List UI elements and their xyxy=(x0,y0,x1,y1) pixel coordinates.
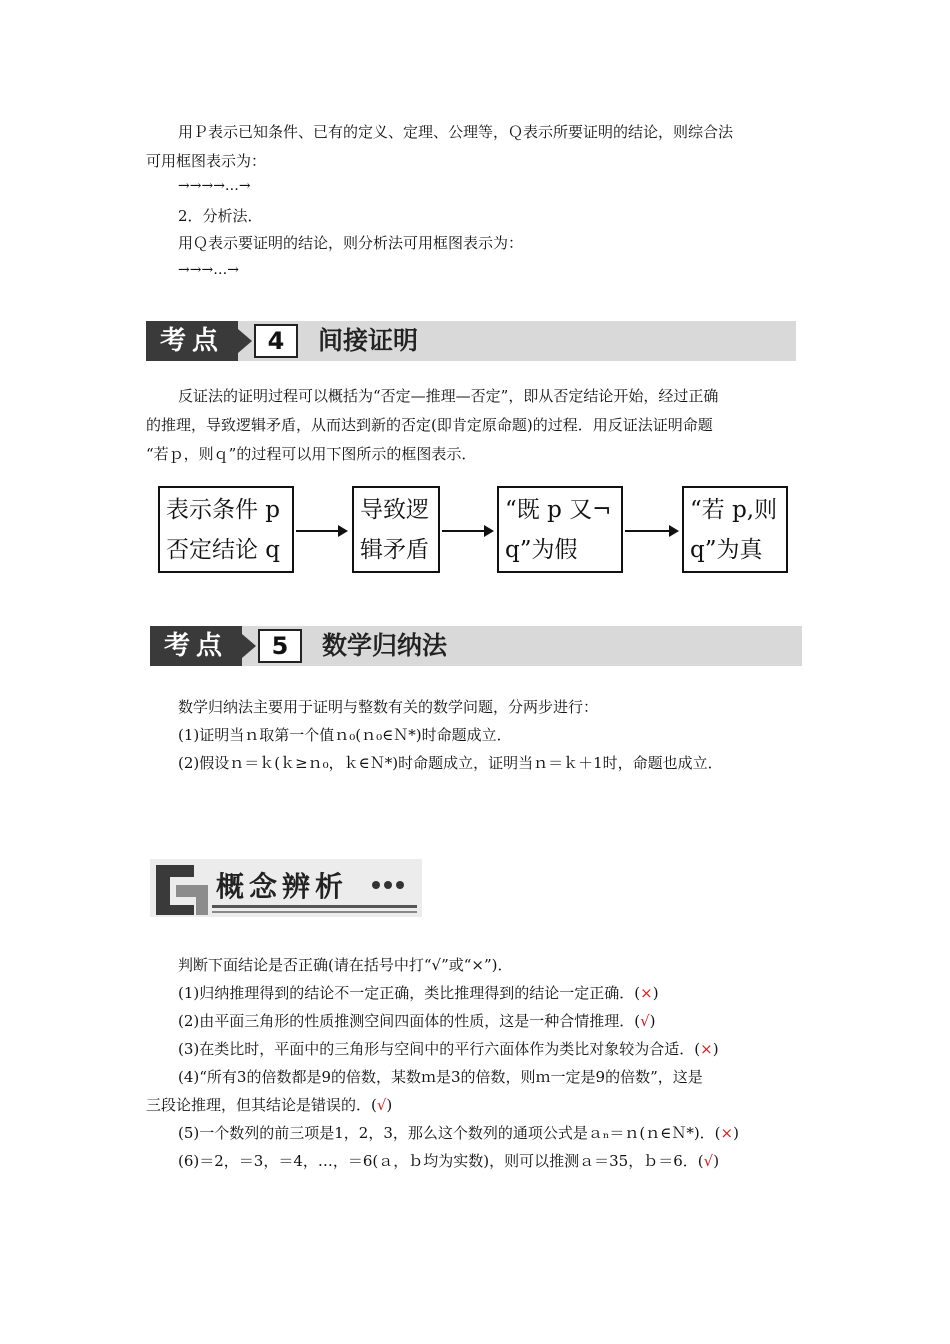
section5-banner xyxy=(150,626,802,666)
flow-box-line: q”为真 xyxy=(690,537,763,563)
concept-item xyxy=(178,983,659,1003)
concept-item-mark: × xyxy=(720,1124,734,1142)
section4-tag: 考点 xyxy=(146,321,238,361)
flow-box-line: 辑矛盾 xyxy=(360,537,429,563)
concept-item xyxy=(178,1067,703,1087)
analysis-desc: 用Ｑ表示要证明的结论，则分析法可用框图表示为： xyxy=(178,234,524,252)
flow-box-line: 表示条件 p xyxy=(166,497,281,523)
concept-banner xyxy=(150,855,422,921)
concept-item-text: (2)由平面三角形的性质推测空间四面体的性质，这是一种合情推理．( xyxy=(178,1012,641,1030)
concept-item-text: 三段论推理，但其结论是错误的．( xyxy=(146,1096,377,1114)
flow-arrow-icon xyxy=(296,530,346,532)
concept-item-close: ) xyxy=(713,1152,720,1170)
flow-arrow-icon xyxy=(625,530,677,532)
section5-step2: (2)假设ｎ＝ｋ(ｋ≥ｎ₀，ｋ∈Ｎ*)时命题成立，证明当ｎ＝ｋ＋1时，命题也成立． xyxy=(178,754,723,772)
section5-intro: 数学归纳法主要用于证明与整数有关的数学问题，分两步进行： xyxy=(178,698,599,716)
concept-item-close: ) xyxy=(652,984,659,1002)
analysis-chain: →→→…→ xyxy=(178,262,239,278)
concept-item-close: ) xyxy=(386,1096,393,1114)
flow-box-line: “既 p 又¬ xyxy=(505,497,612,523)
section4-para-line3: “若ｐ，则ｑ”的过程可以用下图所示的框图表示． xyxy=(146,445,477,463)
concept-item-text: (3)在类比时，平面中的三角形与空间中的平行六面体作为类比对象较为合适．( xyxy=(178,1040,701,1058)
concept-item-close: ) xyxy=(649,1012,656,1030)
concept-item-mark: √ xyxy=(640,1012,650,1030)
banner-arrow-icon xyxy=(242,634,256,658)
section5-tag: 考点 xyxy=(150,626,242,666)
synthesis-desc-line1: 用Ｐ表示已知条件、已有的定义、定理、公理等，Ｑ表示所要证明的结论，则综合法 xyxy=(178,123,734,141)
flow-arrow-icon xyxy=(442,530,492,532)
section5-step1: (1)证明当ｎ取第一个值ｎ₀(ｎ₀∈Ｎ*)时命题成立． xyxy=(178,726,512,744)
banner-arrow-icon xyxy=(238,329,252,353)
section4-para-line2: 的推理，导致逻辑矛盾，从而达到新的否定(即肯定原命题)的过程．用反证法证明命题 xyxy=(146,416,713,434)
flow-box-false xyxy=(497,486,623,573)
concept-intro: 判断下面结论是否正确(请在括号中打“√”或“×”)． xyxy=(178,956,513,974)
concept-item xyxy=(178,1123,739,1143)
flow-box-line: 否定结论 q xyxy=(166,537,281,563)
flow-box-assume xyxy=(158,486,294,573)
flow-box-line: 导致逻 xyxy=(360,497,429,523)
concept-item-text: (6)＝2，＝3，＝4，…，＝6(ａ，ｂ均为实数)，则可以推测ａ＝35，ｂ＝6．( xyxy=(178,1152,704,1170)
concept-item-close: ) xyxy=(712,1040,719,1058)
concept-item-cont xyxy=(146,1095,392,1115)
concept-item-text: (4)“所有3的倍数都是9的倍数，某数ｍ是3的倍数，则ｍ一定是9的倍数”，这是 xyxy=(178,1068,703,1086)
concept-item-mark: √ xyxy=(703,1152,714,1170)
concept-title: 概念辨析 xyxy=(216,870,349,903)
section4-para-line1: 反证法的证明过程可以概括为“否定—推理—否定”，即从否定结论开始，经过正确 xyxy=(178,387,719,405)
concept-item xyxy=(178,1039,719,1059)
flow-box-line: q”为假 xyxy=(505,537,578,563)
concept-item-mark: × xyxy=(640,984,653,1002)
concept-item-text: (5)一个数列的前三项是1，2，3，那么这个数列的通项公式是ａₙ＝ｎ(ｎ∈Ｎ*)．( xyxy=(178,1124,721,1142)
flow-box-contradiction xyxy=(352,486,440,573)
concept-item xyxy=(178,1151,719,1171)
concept-item-close: ) xyxy=(733,1124,739,1142)
concept-item-text: (1)归纳推理得到的结论不一定正确，类比推理得到的结论一定正确．( xyxy=(178,984,641,1002)
flow-box-line: “若 p,则 xyxy=(690,497,778,523)
concept-item xyxy=(178,1011,656,1031)
section4-banner xyxy=(146,321,796,361)
section5-title: 数学归纳法 xyxy=(322,631,448,660)
analysis-heading: 2．分析法． xyxy=(178,207,263,225)
section4-number: 4 xyxy=(254,324,298,358)
section4-title: 间接证明 xyxy=(318,326,419,355)
synthesis-desc-line2: 可用框图表示为： xyxy=(146,152,267,170)
concept-item-mark: × xyxy=(700,1040,713,1058)
section5-number: 5 xyxy=(258,629,302,663)
synthesis-chain: →→→→…→ xyxy=(178,178,251,194)
concept-item-mark: √ xyxy=(376,1096,387,1114)
flow-box-true xyxy=(682,486,788,573)
